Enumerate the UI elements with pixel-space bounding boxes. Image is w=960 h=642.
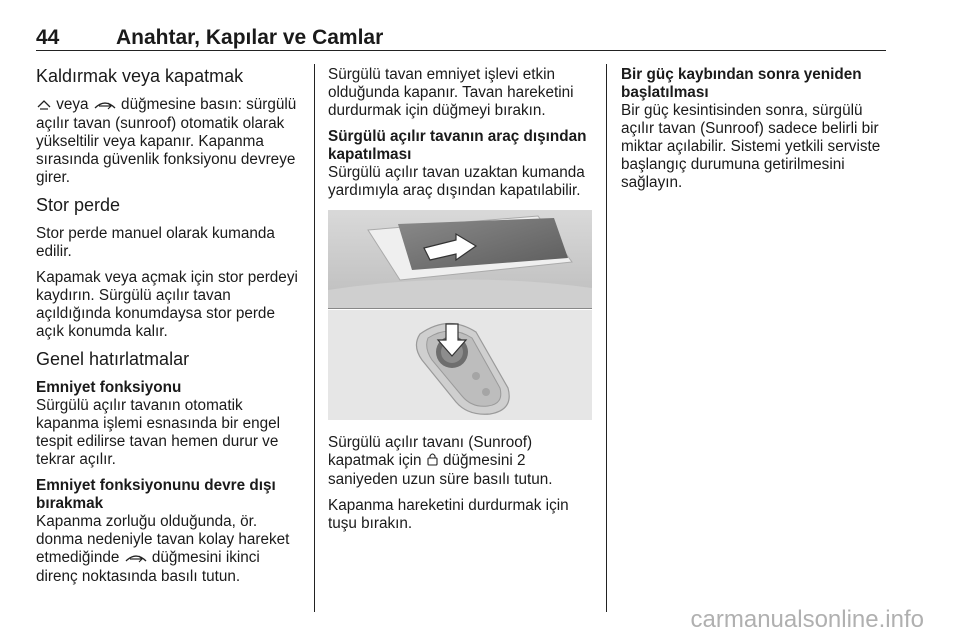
sunroof-slide-icon [94,97,116,115]
subheading-emniyet-off: Emniyet fonksiyonunu devre dışı bırakmak [36,477,276,512]
section-heading-genel: Genel hatırlatmalar [36,349,190,369]
column-1 [36,66,300,594]
section-heading-stor-perde: Stor perde [36,195,121,215]
paragraph-stor-2: Kapamak veya açmak için stor perdeyi kaydırın. Sürgülü açılır tavan açıldığında konumdaysa stor perde açık konumda kalır. [36,269,298,340]
column-2 [328,66,594,541]
subheading-restart: Bir güç kaybından sonra yeniden başlatılması [621,66,862,101]
section-heading-open-close: Kaldırmak veya kapatmak [36,66,244,86]
paragraph-remote-close: Sürgülü açılır tavanı (Sunroof) kapatmak için düğmesini 2 saniyeden uzun süre basılı tutun. [328,434,553,488]
paragraph-stor-1: Stor perde manuel olarak kumanda edilir. [36,225,275,260]
watermark: carmanualsonline.info [690,606,924,633]
column-divider-2 [606,64,607,612]
paragraph-emniyet: Sürgülü açılır tavanın otomatik kapanma işlemi esnasında bir engel tespit edilirse tavan hemen durur ve tekrar açılır. [36,397,281,468]
sunroof-illustration [328,210,592,308]
paragraph-safety-active: Sürgülü tavan emniyet işlevi etkin olduğunda kapanır. Tavan hareketini durdurmak için düğmeyi bırakın. [328,66,574,119]
paragraph-restart: Bir güç kesintisinden sonra, sürgülü açılır tavan (Sunroof) sadece belirli bir miktar açılabilir. Sistemi yetkili serviste başlangıç durumuna getirilmesini sağlayın. [621,102,881,191]
paragraph-remote: Sürgülü açılır tavan uzaktan kumanda yardımıyla araç dışından kapatılabilir. [328,164,585,199]
sunroof-tilt-icon [37,97,51,115]
paragraph-emniyet-off: Kapanma zorluğu olduğunda, ör. donma nedeniyle tavan kolay hareket etmediğinde düğmesini ikinci direnç noktasında basılı tutun. [36,513,290,585]
header-rule [36,50,886,51]
key-lock-icon [427,452,438,471]
subheading-remote-close: Sürgülü açılır tavanın araç dışından kapatılması [328,128,587,163]
paragraph-open-close: veya düğmesine basın: sürgülü açılır tavan (sunroof) otomatik olarak yükseltilir veya kapanır. Kapanma sırasında güvenlik fonksiyonu devreye girer. [36,96,297,186]
figure-divider [328,308,592,309]
sunroof-slide-icon [125,550,147,568]
column-3 [621,66,887,200]
page-number: 44 [36,26,60,49]
chapter-title: Anahtar, Kapılar ve Camlar [116,26,384,49]
illustration-sunroof-remote [328,210,592,420]
subheading-emniyet: Emniyet fonksiyonu [36,379,182,396]
column-divider-1 [314,64,315,612]
remote-key-illustration [328,310,592,420]
paragraph-release: Kapanma hareketini durdurmak için tuşu bırakın. [328,497,569,532]
